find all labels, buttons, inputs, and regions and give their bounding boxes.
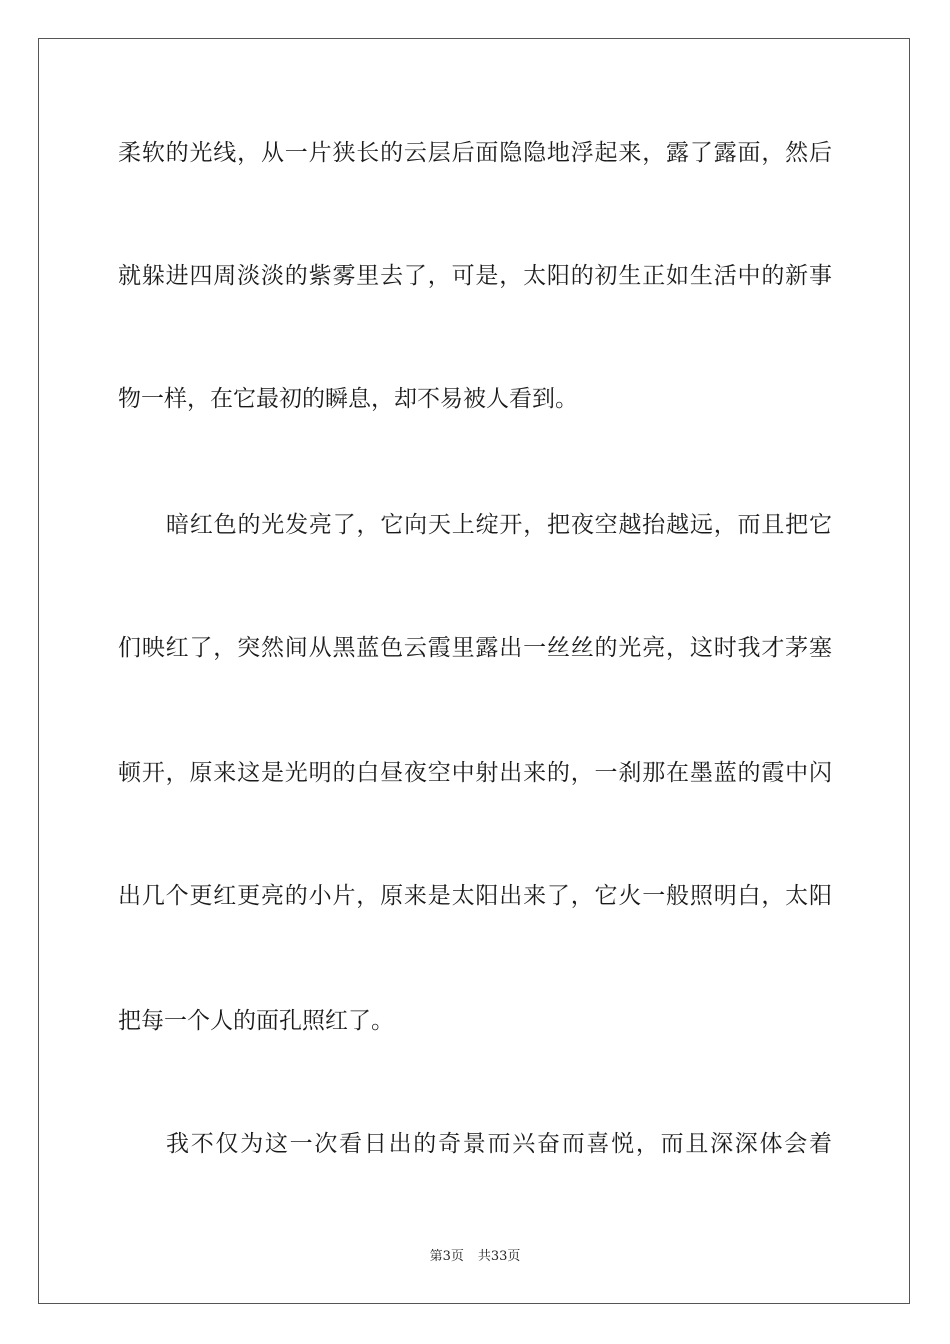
page-footer xyxy=(0,1248,950,1266)
page-number: 第3页 xyxy=(429,1249,464,1264)
text-line: 暗红色的光发亮了，它向天上绽开，把夜空越抬越远，而且把它 xyxy=(166,512,832,538)
text-line: 出几个更红更亮的小片，原来是太阳出来了，它火一般照明白，太阳 xyxy=(118,883,832,909)
text-line: 就躲进四周淡淡的紫雾里去了，可是，太阳的初生正如生活中的新事 xyxy=(118,263,832,289)
page-border xyxy=(38,38,910,1304)
text-line: 顿开，原来这是光明的白昼夜空中射出来的，一刹那在墨蓝的霞中闪 xyxy=(118,760,832,786)
text-line: 物一样，在它最初的瞬息，却不易被人看到。 xyxy=(118,386,578,412)
text-line: 们映红了，突然间从黑蓝色云霞里露出一丝丝的光亮，这时我才茅塞 xyxy=(118,635,832,661)
text-line: 我不仅为这一次看日出的奇景而兴奋而喜悦，而且深深体会着 xyxy=(166,1131,832,1157)
text-line: 把每一个人的面孔照红了。 xyxy=(118,1008,394,1034)
page-total: 共33页 xyxy=(477,1249,521,1264)
text-line: 柔软的光线，从一片狭长的云层后面隐隐地浮起来，露了露面，然后 xyxy=(118,140,832,166)
